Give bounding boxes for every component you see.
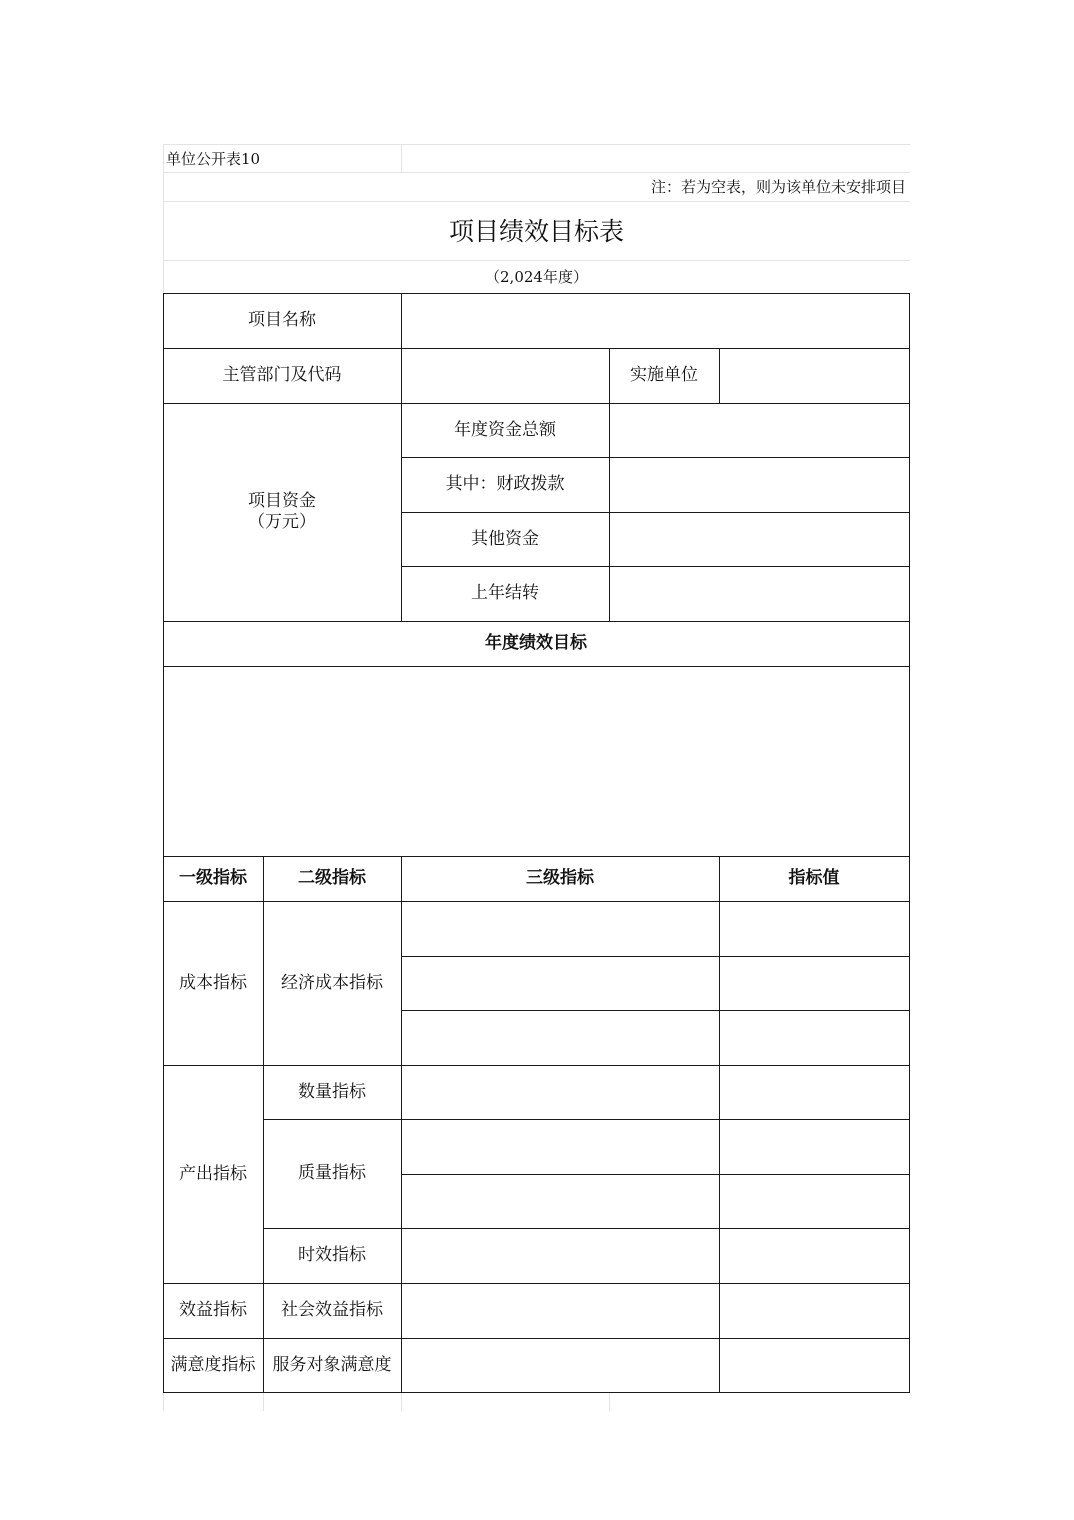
fiscal-year: （2,024年度） [485,267,588,286]
annual-goal-content [163,666,909,856]
header-value: 指标值 [788,868,840,888]
grid-line [401,1393,402,1411]
funds-carryover-value [609,566,909,621]
impl-unit-value [719,348,909,403]
funds-fiscal-label: 其中：财政拨款 [445,474,565,494]
funds-other-value [609,512,909,566]
page-title: 项目绩效目标表 [448,216,624,246]
satisfaction-indicator: 满意度指标 [170,1354,256,1375]
quality-indicator: 质量指标 [298,1163,366,1183]
funds-other-label: 其他资金 [471,528,539,549]
funds-total-value [609,403,909,457]
project-name-label: 项目名称 [248,310,316,330]
funds-total-label: 年度资金总额 [454,419,556,440]
grid-line [609,1393,610,1411]
grid-line [401,144,402,172]
grid-line [163,1393,164,1411]
header-level2: 二级指标 [298,868,366,888]
economic-cost-indicator: 经济成本指标 [281,972,383,993]
output-indicator: 产出指标 [179,1163,247,1184]
dept-label: 主管部门及代码 [222,365,342,385]
quantity-indicator: 数量指标 [298,1081,366,1102]
project-name-value [401,293,909,348]
service-satisfaction-indicator: 服务对象满意度 [272,1354,392,1375]
empty-table-note: 注：若为空表，则为该单位未安排项目 [650,177,906,196]
funds-fiscal-value [609,457,909,512]
cost-indicator: 成本指标 [179,972,247,993]
header-level1: 一级指标 [179,868,247,888]
dept-value [401,348,609,403]
grid-line [263,1393,264,1411]
annual-goal-heading: 年度绩效目标 [485,633,587,653]
timeliness-indicator: 时效指标 [298,1245,366,1265]
project-funds-label-line1: 项目资金 [248,491,316,511]
funds-carryover-label: 上年结转 [471,583,539,603]
form-code: 单位公开表10 [166,149,261,168]
project-funds-label-line2: （万元） [248,512,316,532]
project-funds-label [163,403,401,621]
header-level3: 三级指标 [526,868,594,888]
social-benefit-indicator: 社会效益指标 [281,1300,383,1320]
impl-unit-label: 实施单位 [630,365,698,385]
benefit-indicator: 效益指标 [179,1300,247,1320]
